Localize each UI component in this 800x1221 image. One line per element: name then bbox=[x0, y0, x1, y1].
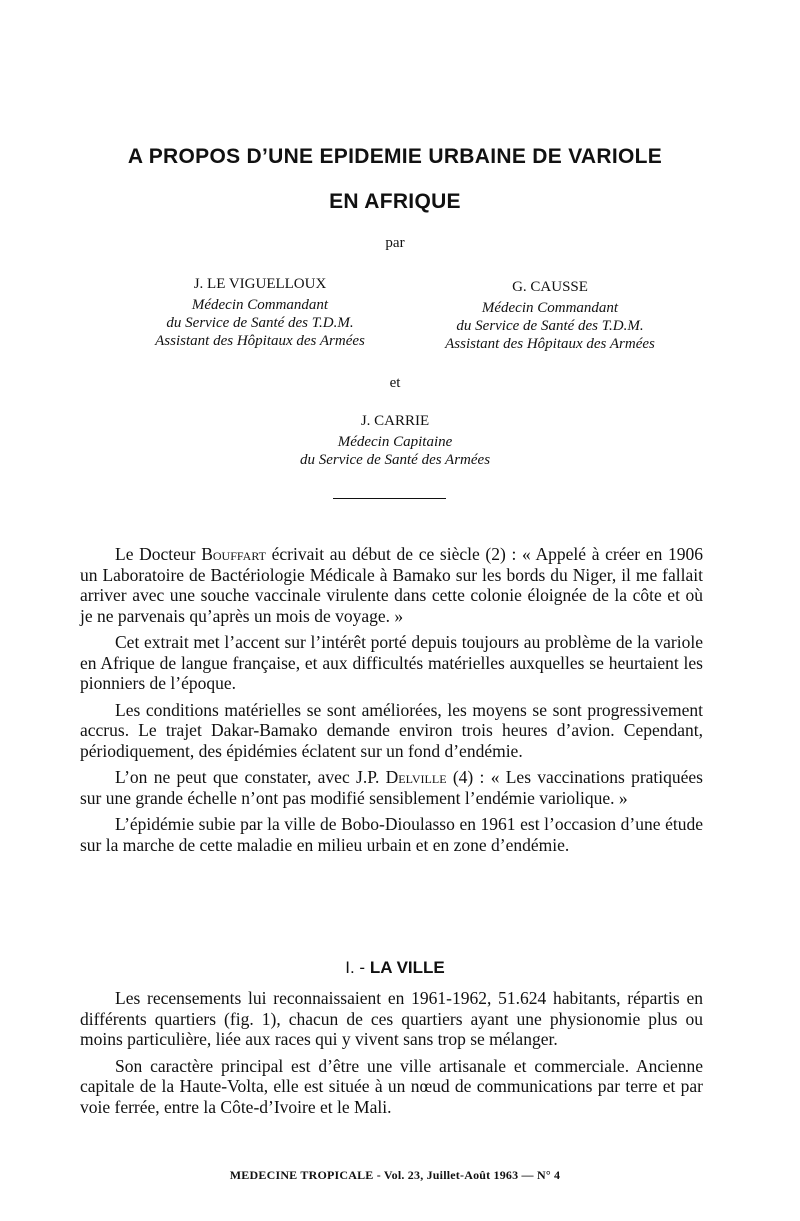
section-heading bbox=[0, 958, 790, 978]
author-role: Médecin Commandant bbox=[481, 300, 619, 316]
paragraph: Le Docteur Bouffart écrivait au début de ce siècle (2) : « Appelé à créer en 1906 un Laboratoire de Bactériologie Médicale à Bamako sur les bords du Niger, il me fallait arriver avec une souche vaccinale virulente dans cette colonie éloignée de la côte et où je ne parvenais qu’après un mois de voyage. » bbox=[80, 544, 703, 626]
section-number: I. - bbox=[345, 958, 366, 977]
author-block-3 bbox=[230, 412, 560, 469]
title-divider bbox=[333, 498, 446, 499]
paragraph: Son caractère principal est d’être une ville artisanale et commerciale. Ancienne capitale de la Haute-Volta, elle est située à un nœud de communications par terre et par voie ferrée, entre la Côte-d’Ivoire et le Mali. bbox=[80, 1055, 703, 1117]
author-name: G. CAUSSE bbox=[512, 279, 588, 295]
author-affiliation: du Service de Santé des T.D.M. bbox=[166, 315, 354, 331]
byline-par: par bbox=[385, 235, 405, 251]
article-title-line1: A PROPOS D’UNE EPIDEMIE URBAINE DE VARIOLE bbox=[127, 145, 663, 168]
paragraph: L’épidémie subie par la ville de Bobo-Dioulasso en 1961 est l’occasion d’une étude sur la marche de cette maladie en milieu urbain et en zone d’endémie. bbox=[80, 814, 703, 855]
author-name: J. CARRIE bbox=[360, 413, 430, 429]
cited-author: Bouffart bbox=[201, 544, 266, 564]
intro-section bbox=[80, 544, 703, 861]
author-affiliation: du Service de Santé des T.D.M. bbox=[456, 318, 644, 334]
author-role: Médecin Capitaine bbox=[337, 434, 453, 450]
journal-volume: Vol. 23, bbox=[383, 1168, 424, 1182]
paragraph: Les conditions matérielles se sont améliorées, les moyens se sont progressivement accrus. Le trajet Dakar-Bamako demande environ trois heures d’avion. Cependant, périodiquement, des épidémies éclatent sur un fond d’endémie. bbox=[80, 699, 703, 761]
author-affiliation: Assistant des Hôpitaux des Armées bbox=[445, 336, 655, 352]
author-affiliation: Assistant des Hôpitaux des Armées bbox=[155, 333, 365, 349]
author-name: J. LE VIGUELLOUX bbox=[193, 276, 327, 292]
cited-author: Delville bbox=[385, 767, 447, 787]
author-affiliation: du Service de Santé des Armées bbox=[299, 452, 491, 468]
page-footer: MEDECINE TROPICALE - Vol. 23, Juillet-Août 1963 — N° 4 bbox=[229, 1168, 561, 1182]
section-body bbox=[80, 988, 703, 1123]
journal-name: MEDECINE TROPICALE bbox=[229, 1168, 374, 1182]
author-block-1 bbox=[100, 275, 420, 350]
byline-et: et bbox=[389, 375, 401, 391]
paragraph: Cet extrait met l’accent sur l’intérêt porté depuis toujours au problème de la variole en Afrique de langue française, et aux difficultés matérielles auxquelles se heurtaient les pionniers de l’époque. bbox=[80, 632, 703, 693]
author-block-2 bbox=[390, 278, 710, 353]
paragraph: Les recensements lui reconnaissaient en 1961-1962, 51.624 habitants, répartis en différents quartiers (fig. 1), chacun de ces quartiers ayant une physionomie plus ou moins particulière, liée aux races qui y vivent sans trop se mélanger. bbox=[80, 988, 703, 1049]
article-title-line2: EN AFRIQUE bbox=[329, 190, 461, 213]
author-role: Médecin Commandant bbox=[191, 297, 329, 313]
section-title: LA VILLE bbox=[369, 958, 445, 977]
journal-date: Juillet-Août 1963 bbox=[423, 1168, 519, 1182]
journal-issue: N° 4 bbox=[536, 1168, 561, 1182]
paragraph: L’on ne peut que constater, avec J.P. Delville (4) : « Les vaccinations pratiquées sur une grande échelle n’ont pas modifié sensiblement l’endémie variolique. » bbox=[80, 767, 703, 808]
